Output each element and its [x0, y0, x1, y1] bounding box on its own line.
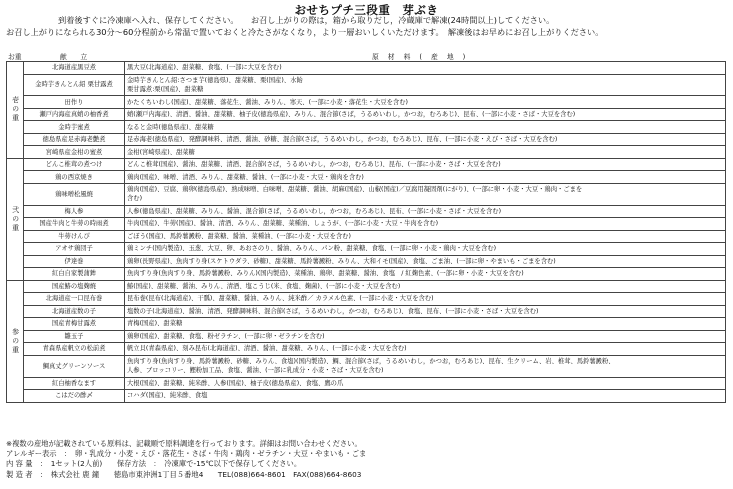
ingredients-line: 金時芋きんとん紹:さつま芋(徳島県)、甜菜糖、栗(国産)、水飴: [127, 76, 303, 84]
ingredients-line: かたくちいわし(国産)、甜菜糖、落花生、醤油、みりん、寒天、(一部に小麦・落花生・大豆を含む): [127, 98, 408, 106]
menu-item-name: 金時芋蜜煮: [24, 121, 125, 134]
header-ingredients: 原材料(産地): [372, 53, 475, 61]
ingredients-line: 人参、ブロッコリー、鰹粉加工品、食塩、醤油、(一部に乳成分・小麦・さば・大豆を含む): [127, 367, 384, 375]
ingredients-cell: [125, 133, 726, 146]
table-row: [7, 146, 726, 159]
table-row: [7, 74, 726, 96]
ingredients-cell: [125, 74, 726, 96]
menu-item-name: 鶏味噌松風焼: [24, 183, 125, 205]
menu-item-name: 瀬戸内海産真蛸の柚香煮: [24, 108, 125, 121]
ingredients-line: 魚肉すり身(魚肉すり身、馬鈴薯澱粉、砂糖、みりん、食塩)(国内製造)、鯛、混合節(さば，うるめいわし，かつお，むろあじ)、昆布、生クリーム、岩、椎茸、馬鈴薯澱粉、: [127, 357, 615, 365]
table-header-row: [0, 51, 733, 60]
menu-item-name: 金時芋きんとん紹 栗甘露煮: [24, 74, 125, 96]
table-row: [7, 268, 726, 281]
table-row: [7, 205, 726, 218]
ingredients-line: 黒大豆(北海道産)、甜菜糖、食塩、(一部に大豆を含む): [127, 64, 282, 72]
ingredients-line: 帆立貝(青森県産)、刻み昆布(北海道産)、清酒、醤油、甜菜糖、みりん、(一部に小麦・大豆を含む): [127, 345, 407, 353]
ingredients-cell: [125, 343, 726, 356]
ingredients-line: 足赤海老(徳島県産)、発酵調味料、清酒、醤油、砂糖、混合節(さば，うるめいわし，かつお，むろあじ)、昆布、(一部に小麦・えび・さば・大豆を含む): [127, 136, 558, 144]
ingredients-line: 魚肉すり身(魚肉すり身、馬鈴薯澱粉、みりん)(国内製造)、菜種油、鶏卵、甜菜糖、醤油、食塩 / 紅麹色素、(一部に卵・小麦・大豆を含む): [127, 270, 524, 278]
ingredients-cell: [125, 121, 726, 134]
menu-item-name: 雛玉子: [24, 330, 125, 343]
table-row: [7, 390, 726, 403]
menu-item-name: 国産牛肉と牛蒡の時雨煮: [24, 218, 125, 231]
note-manufacturer: 製 造 者 ： 株式会社 鹿 鐘 徳島市東沖洲1丁目５番地4 TEL(088)664-8601 FAX(088)664-8603: [6, 469, 362, 479]
menu-item-name: どんこ椎茸の煮つけ: [24, 158, 125, 171]
ingredients-cell: [125, 205, 726, 218]
table-row: [7, 133, 726, 146]
ingredients-cell: [125, 108, 726, 121]
ingredients-line: ごぼう(国産)、馬鈴薯澱粉、甜菜糖、醤油、菜種油、(一部に小麦・大豆を含む): [127, 232, 351, 240]
tier-label: 弐の重: [7, 158, 24, 280]
ingredients-line: 昆布巻(昆布(北海道産)、干瓢)、甜菜糖、醤油、みりん、純米酢／ カラメル色素、(一部に小麦・大豆を含む): [127, 295, 434, 303]
table-row: [7, 280, 726, 293]
ingredients-cell: [125, 355, 726, 377]
ingredients-line: どんこ椎茸(国産)、醤油、甜菜糖、清酒、混合節(さば，うるめいわし，かつお，むろあじ)、昆布、(一部に小麦・さば・大豆を含む): [127, 161, 501, 169]
menu-item-name: 伊達巻: [24, 255, 125, 268]
table-row: [7, 121, 726, 134]
menu-item-name: 紅白柚香なます: [24, 377, 125, 390]
menu-item-name: 北海道産一口昆布巻: [24, 293, 125, 306]
menu-item-name: 紅白自家製蒲鉾: [24, 268, 125, 281]
table-row: [7, 158, 726, 171]
ingredients-cell: [125, 377, 726, 390]
ingredients-cell: [125, 218, 726, 231]
table-row: [7, 293, 726, 306]
menu-item-name: 北海道産数の子: [24, 305, 125, 318]
menu-item-name: 青森県産帆立の松前煮: [24, 343, 125, 356]
table-row: [7, 243, 726, 256]
note-origin: ※複数の産地が記載されている原料は、記載順で原料調達を行っております。詳細はお問い合わせください。: [6, 439, 362, 448]
header-jyu: お重: [8, 53, 22, 61]
table-row: [7, 62, 726, 75]
ingredients-line: 牛肉(国産)、牛蒡(国産)、醤油、清酒、みりん、甜菜糖、菜種油、しょうが、(一部に小麦・大豆・牛肉を含む): [127, 220, 439, 228]
table-row: [7, 96, 726, 109]
ingredients-cell: [125, 330, 726, 343]
tier-label: 参の重: [7, 280, 24, 402]
menu-item-name: 北海道産黒豆煮: [24, 62, 125, 75]
ingredients-line: 青梅(国産)、甜菜糖: [127, 320, 183, 328]
menu-item-name: 国産青梅甘露煮: [24, 318, 125, 331]
ingredients-line: 鶏卵(長野県産)、魚肉すり身(スケトウダラ、砂糖)、甜菜糖、馬鈴薯澱粉、みりん、大和イモ(国産)、食塩、ごま油、(一部に卵・やまいも・ごまを含む): [127, 257, 556, 265]
ingredients-cell: [125, 62, 726, 75]
ingredients-line: 鶏肉(国産)、豆腐、鶏卵(徳島県産)、熟成味噌、白味噌、甜菜糖、醤油、胡麻(国産)、山椒(国産)／豆腐用凝固剤(にがり)、(一部に卵・小麦・大豆・鶏肉・ごまを: [127, 186, 583, 194]
menu-item-name: こはだの酢〆: [24, 390, 125, 403]
ingredients-line: 栗甘露煮:栗(国産)、甜菜糖: [127, 85, 204, 93]
page-title: おせちプチ三段重 芽ぶき: [294, 3, 439, 17]
ingredients-line: 人参(徳島県産)、甜菜糖、みりん、醤油、混合節(さば，うるめいわし，かつお，むろあじ)、昆布、(一部に小麦・さば・大豆を含む): [127, 207, 502, 215]
ingredients-cell: [125, 268, 726, 281]
ingredients-cell: [125, 96, 726, 109]
table-row: [7, 230, 726, 243]
ingredients-cell: [125, 293, 726, 306]
ingredients-table: [6, 61, 726, 403]
ingredients-line: 蛸(瀬戸内海産)、清酒、醤油、甜菜糖、柚子皮(徳島県産)、みりん、混合節(さば，うるめいわし，かつお，むろあじ)、昆布、(一部に小麦・さば・大豆を含む): [127, 111, 576, 119]
menu-item-name: 鶏の西京焼き: [24, 171, 125, 184]
menu-item-name: 鯛真丈グリーンソース: [24, 355, 125, 377]
table-row: [7, 108, 726, 121]
ingredients-cell: [125, 390, 726, 403]
menu-item-name: 牛蒡けんぴ: [24, 230, 125, 243]
ingredients-line: 鶏卵(国産)、甜菜糖、食塩、粉ゼラチン、(一部に卵・ゼラチンを含む): [127, 332, 325, 340]
menu-item-name: 田作り: [24, 96, 125, 109]
table-row: [7, 171, 726, 184]
ingredients-line: 大根(国産)、甜菜糖、純米酢、人参(国産)、柚子皮(徳島県産)、食塩、鷹の爪: [127, 379, 344, 387]
ingredients-cell: [125, 183, 726, 205]
ingredients-cell: [125, 280, 726, 293]
table-row: [7, 377, 726, 390]
table-row: [7, 343, 726, 356]
menu-item-name: 梅人参: [24, 205, 125, 218]
ingredients-line: 鶏肉(国産)、味噌、清酒、みりん、甜菜糖、醤油、(一部に小麦・大豆・鶏肉を含む): [127, 173, 364, 181]
footer-notes: [6, 439, 366, 480]
table-row: [7, 355, 726, 377]
ingredients-line: なると金時(徳島県産)、甜菜糖: [127, 123, 214, 131]
menu-item-name: 宮崎県産金柑の蜜煮: [24, 146, 125, 159]
ingredients-line: 塩数の子(北海道産)、醤油、清酒、発酵調味料、混合節(さば，うるめいわし，かつお，むろあじ)、食塩、昆布、(一部に小麦・さば・大豆を含む): [127, 307, 539, 315]
table-row: [7, 305, 726, 318]
ingredients-cell: [125, 146, 726, 159]
ingredients-cell: [125, 158, 726, 171]
ingredients-cell: [125, 230, 726, 243]
note-contents: 内 容 量 ： 1セット(2人前) 保存方法 ： 冷凍庫で-15℃以下で保存してください。: [6, 459, 302, 469]
ingredients-cell: [125, 318, 726, 331]
table-row: [7, 255, 726, 268]
ingredients-line: 含む): [127, 195, 143, 203]
table-row: [7, 318, 726, 331]
menu-item-name: 国産鰆の塩麹焼: [24, 280, 125, 293]
table-row: [7, 183, 726, 205]
table-row: [7, 218, 726, 231]
ingredients-line: 金柑(宮崎県産)、甜菜糖: [127, 148, 195, 156]
ingredients-cell: [125, 243, 726, 256]
ingredients-line: 鶏ミンチ(国内製造)、玉葱、大豆、卵、あおさのり、醤油、みりん、パン粉、甜菜糖、食塩、(一部に卵・小麦・鶏肉・大豆を含む): [127, 245, 497, 253]
tier-label: 壱の重: [7, 62, 24, 159]
note-allergy: アレルギー表示 ： 卵・乳成分・小麦・えび・落花生・さば・牛肉・鶏肉・ゼラチン・大豆・やまいも・ごま: [6, 449, 367, 459]
menu-item-name: 徳島県産足赤海老艶煮: [24, 133, 125, 146]
intro-line-2: お召し上がりになられる30分〜60分程前から常温で置いておくと冷たさがなくなり，より一層おいしくいただけます。 解凍後はお早めにお召し上がりください。: [6, 27, 604, 37]
header-menu: 献 立: [60, 53, 88, 61]
ingredients-cell: [125, 255, 726, 268]
ingredients-cell: [125, 171, 726, 184]
ingredients-line: コハダ(国産)、純米酢、食塩: [127, 392, 208, 400]
menu-item-name: アオサ鶏団子: [24, 243, 125, 256]
ingredients-cell: [125, 305, 726, 318]
intro-line-1: 到着後すぐに冷凍庫へ入れ、保存してください。 お召し上がりの際は，箱から取りだし，冷蔵庫で解凍(24時間以上)してください。: [58, 15, 555, 25]
table-row: [7, 330, 726, 343]
ingredients-line: 鰆(国産)、甜菜糖、醤油、みりん、清酒、塩こうじ(米、食塩、麹菌)、(一部に小麦・大豆を含む): [127, 282, 401, 290]
